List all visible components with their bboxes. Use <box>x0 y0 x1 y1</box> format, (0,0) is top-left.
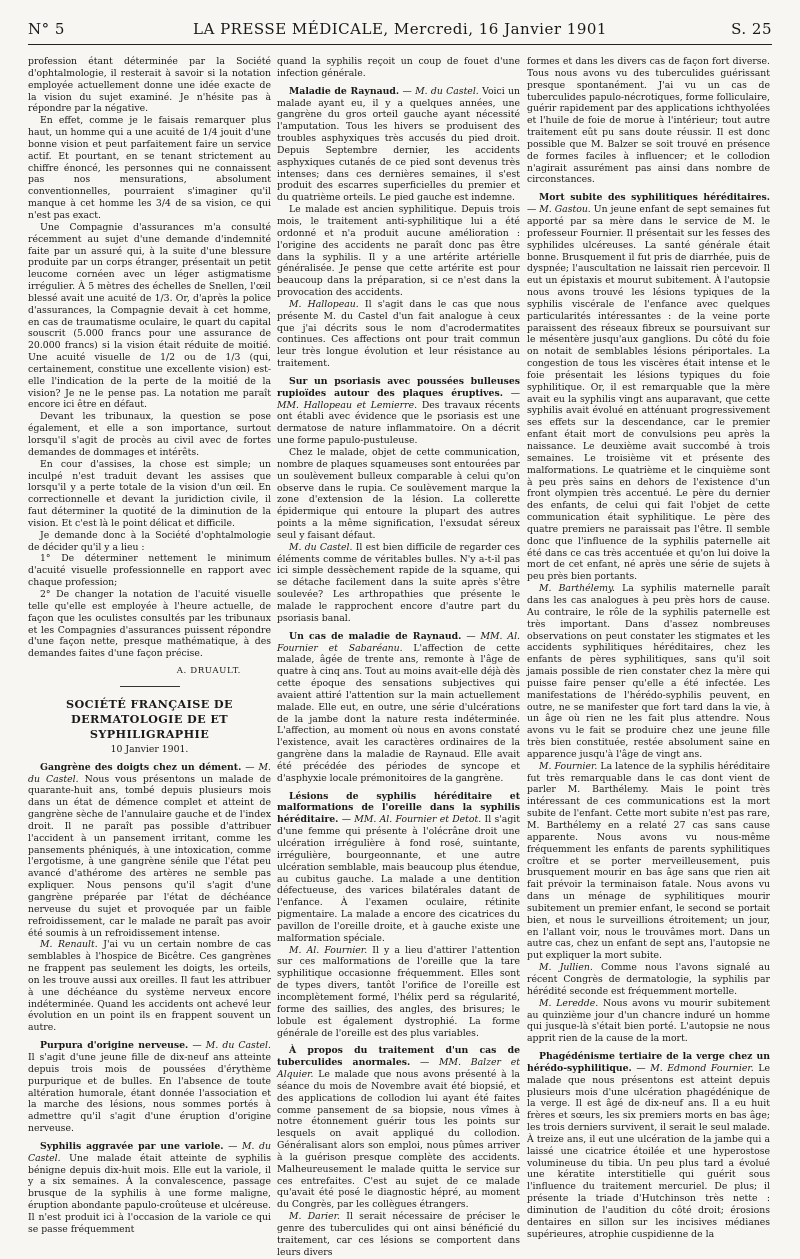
communication-author: — M. du Castel. <box>192 1040 271 1052</box>
communication-text: Une malade était atteinte de syphilis bénigne depuis dix-huit mois. Elle eut la variole, il y a six semaines. À la convalescence, passage brusque de la syphilis à une forme maligne, éruption abondante papulo-croûteuse et ulcéreuse. Il n'est produit ici à l'occasion de la variole ce qui se passe fréquemment <box>28 1152 271 1235</box>
communication-text: Voici un malade ayant eu, il y a quelques années, une gangrène du gros orteil gauche ayant nécessité l'amputation. Tous les hivers se produisent des troubles asphyxiques très accusés du pied droit. Depuis Septembre dernier, les accidents asphyxiques cutanés de ce pied sont devenus très intenses; dans ces dernières semaines, il s'est produit des escarres superficielles du premier et du quatrième orteils. Le pied gauche est indemne. <box>277 85 521 204</box>
communication-title: Lésions de syphilis héréditaire et malformations de l'oreille dans la syphilis héréditaire. <box>277 790 520 826</box>
discussant: M. Leredde. <box>539 997 599 1009</box>
paragraph: Chez le malade, objet de cette communication, nombre de plaques squameuses sont entourées par un soulèvement bulleux comparable à celui qu'on observe dans le rupia. Ce soulèvement marque la zone d'extension de la lésion. La collerette épidermique qui entoure la plupart des autres points a la même signification, l'exsudat séreux seul y faisant défaut. <box>277 447 520 541</box>
page-number: N° 5 <box>28 20 65 38</box>
discussant: M. Jullien. <box>539 962 593 974</box>
discussion-text: Il serait nécessaire de préciser le genre des tuberculides qui ont ainsi bénéficié du traitement, car ces lésions se comportent dans leurs divers <box>277 1211 520 1258</box>
communication-title: Purpura d'origine nerveuse. <box>40 1040 189 1052</box>
discussion-text: Comme nous l'avons signalé au récent Congrès de dermatologie, la syphilis par hérédité seconde est fréquemment mortelle. <box>527 962 770 997</box>
paragraph: 2° De changer la notation de l'acuité visuelle telle qu'elle est employée à l'heure actuelle, de façon que les oculistes consultés par les tribunaux et les Compagnies d'assurances puissent répondre d'une façon nette, presque mathématique, à des demandes faites d'une façon précise. <box>28 588 271 660</box>
discussant: M. Renault. <box>40 939 98 951</box>
society-title: SOCIÉTÉ FRANÇAISE DE DERMATOLOGIE DE ET SYPHILIGRAPHIE <box>66 696 233 741</box>
page-reference: S. 25 <box>731 20 772 38</box>
column-1 <box>28 56 271 1235</box>
discussant: M. Hallopeau. <box>289 298 359 310</box>
column-3 <box>527 56 770 1240</box>
discussant: M. Barthélemy. <box>539 583 615 595</box>
communication-text: L'affection de cette malade, âgée de trente ans, remonte à l'âge de quatre à cinq ans. Tout au moins avait-elle déjà dès cette époque des sensations subjectives qui avaient attiré l'attention sur la main actuellement malade. Elle eut, en outre, une série d'ulcérations de la jambe dont la nature resta indéterminée. L'affection, au moment où nous en avons constaté l'existence, avait les caractères ordinaires de la gangrène dans la maladie de Raynaud. Elle avait été précédée des périodes de syncope et d'asphyxie locale prémonitoires de la gangrène. <box>277 642 520 784</box>
communication <box>277 376 520 447</box>
communication-text: Il s'agit d'une jeune fille de dix-neuf ans atteinte depuis trois mois de poussées d'érythème purpurique et de bulles. En l'absence de toute altération humorale, étant donnée l'association et la marche des lésions, nous sommes portés à admettre qu'il s'agit d'une éruption d'origine nerveuse. <box>28 1051 271 1135</box>
communication <box>527 1051 770 1241</box>
communication-author: — M. du Castel. <box>28 761 271 785</box>
communication-text: Un jeune enfant de sept semaines fut apporté par sa mère dans le service de M. le professeur Fournier. Il présentait sur les fesses des syphilides ulcéreuses. La santé générale était bonne. Brusquement il fut pris de diarrhée, puis de dyspnée; l'auscultation ne laissait rien percevoir. Il eut un épistaxis et mourut subitement. À l'autopsie nous avons trouvé les lésions typiques de la syphilis viscérale de l'enfance avec quelques particularités intéressantes : de la veine porte paraissent des réseaux fibreux se poursuivant sur le mésentère jusqu'aux ganglions. Du côté du foie on notait de semblables lésions périportales. La congestion de tous les viscères était intense et le foie présentait les lésions typiques du foie syphilitique. Or, il est remarquable que la mère avait eu la syphilis vingt ans auparavant, que cette syphilis avait évolué en atténuant progressivement ses effets sur la descendance, car le premier enfant était mort de convulsions peu après la naissance. Le deuxième avait succombé à trois semaines. Le troisième vit et présente des malformations. Le quatrième et le cinquième sont à peu près sains en dehors de l'existence d'un front olympien très accentué. Le père du dernier des enfants, de celui qui fait l'objet de cette communication était syphilitique. Le père des quatre premiers ne paraissait pas l'être. Il semble donc que l'influence de la syphilis paternelle ait été dans ce cas très accentuée et qu'on lui doive la mort de cet enfant, né après une série de sujets à peu près bien portants. <box>527 204 770 583</box>
paragraph: formes et dans les divers cas de façon fort diverse. Tous nous avons vu des tuberculides guérissant presque spontanément. J'ai vu un cas de tuberculides papulo-nécrotiques, forme folliculaire, guérir rapidement par des applications ichthyolées et l'huile de foie de morue à l'intérieur; tout autre traitement eût pu sans doute réussir. Il est donc possible que M. Balzer se soit trouvé en présence de formes faciles à influencer; et le collodion n'agirait assurément pas ainsi dans nombre de circonstances. <box>527 56 770 186</box>
communication-title: Gangrène des doigts chez un dément. <box>40 761 242 773</box>
communication-text: Le malade que nous présentons est atteint depuis plusieurs mois d'une ulcération phagédénique de la verge. Il est âgé de dix-neuf ans. Il a eu huit frères et sœurs, les six premiers morts en bas âge; les trois derniers survivent, il serait le seul malade. À treize ans, il eut une ulcération de la jambe qui a laissé une cicatrice étoilée et une hyperostose volumineuse du tibia. Un peu plus tard a évolué une kératite interstitielle qui guérit sous l'influence du traitement mercuriel. De plus; il présente la triade d'Hutchinson très nette : diminution de l'audition du côté droit; érosions dentaires en sillon sur les incisives médianes supérieures, atrophie cuspidienne de la <box>527 1062 770 1240</box>
author-signature: A. DRUAULT. <box>176 666 241 677</box>
communication-author: — M. Gastou. <box>527 204 591 216</box>
paragraph: 1° De déterminer nettement le minimum d'acuité visuelle professionnelle en rapport avec chaque profession; <box>28 553 271 589</box>
discussant: M. Al. Fournier. <box>289 944 368 956</box>
communication-author: — MM. Hallopeau et Lemierre. <box>277 387 520 411</box>
paragraph: En cour d'assises, la chose est simple; un inculpé n'est traduit devant les assises que lorsqu'il y a perte totale de la vision d'un œil. En correctionnelle et devant la juridiction civile, il faut déterminer la quotité de la diminution de la vision. Et c'est là le point délicat et difficile. <box>28 458 271 529</box>
paragraph: profession étant déterminée par la Société d'ophtalmologie, il resterait à savoir si la notation employée actuellement donne une idée exacte de la vision du sujet examiné. Je n'hésite pas à répondre par la négative. <box>28 56 271 115</box>
paragraph: Le malade est ancien syphilitique. Depuis trois mois, le traitement anti-syphilitique lui a été ordonné et n'a produit aucune amélioration : l'origine des accidents ne paraît donc pas être dans la syphilis. Il y a une artérite artérielle généralisée. Je pense que cette artérite est pour beaucoup dans la préparation, si ce n'est dans la provocation des accidents. <box>277 204 520 299</box>
page-header <box>28 14 772 45</box>
communication-title: Mort subite des syphilitiques héréditaires. <box>539 192 770 204</box>
discussion-text: La latence de la syphilis héréditaire fut très remarquable dans le cas dont vient de parler M. Barthélemy. Mais le point très intéressant de ces communications est la mort subite de l'enfant. Cette mort subite n'est pas rare, M. Barthélemy en a relaté 27 cas sans cause apparente. Nous avons vu nous-même fréquemment les enfants de parents syphilitiques croître et se porter merveilleusement, puis brusquement mourir en bas âge sans que rien ait fait prévoir la terminaison fatale. Nous avons vu dans un ménage de syphilitiques mourir subitement un premier enfant, le second se portait bien, et nous le surveillions étroitement; un jour, en l'allant voir, nous le trouvâmes mort. Dans un autre cas, chez un enfant de sept ans, l'autopsie ne put expliquer la mort subite. <box>527 760 770 962</box>
paragraph: Je demande donc à la Société d'ophtalmologie de décider qu'il y a lieu : <box>28 529 271 553</box>
discussion <box>277 542 520 625</box>
discussant: M. Darier. <box>289 1211 341 1223</box>
discussion <box>527 583 770 761</box>
communication-title: Un cas de maladie de Raynaud. <box>289 630 462 642</box>
communication-title: À propos du traitement d'un cas de tuberculides anormales. <box>277 1045 520 1069</box>
communication <box>277 1045 520 1211</box>
journal-title: LA PRESSE MÉDICALE, Mercredi, 16 Janvier 1901 <box>193 20 607 38</box>
discussion-text: Il y a lieu d'attirer l'attention sur ces malformations de l'oreille que la tare syphilitique occasionne fréquemment. Elles sont de types divers, tantôt l'orifice de l'oreille est incomplètement formé, l'hélix perd sa régularité, forme des saillies, des angles, des brisures; le lobule est également dystrophié. La forme générale de l'oreille est des plus variables. <box>277 944 520 1039</box>
discussion-text: Il est bien difficile de regarder ces éléments comme de véritables bulles. N'y a-t-il pas ici simple dessèchement rapide de la squame, qui se détache facilement dans la suite après s'être soulevée? Les arthropathies que présente le malade le rapprochent encore d'autre part du psoriasis banal. <box>277 541 520 624</box>
column-2 <box>277 56 521 1258</box>
communication-text: Des travaux récents ont établi avec évidence que le psoriasis est une dermatose de nature inflammatoire. On a décrit une forme papulo-pustuleuse. <box>277 399 520 447</box>
communication <box>277 86 520 204</box>
paragraph: Devant les tribunaux, la question se pose également, et elle a son importance, surtout lorsqu'il s'agit de procès au civil avec de fortes demandes de dommages et intérêts. <box>28 411 271 458</box>
communication-author: — MM. Al. Fournier et Detot. <box>341 814 482 826</box>
discussant: M. Fournier. <box>539 760 598 772</box>
discussant: M. du Castel. <box>289 541 353 553</box>
section-divider <box>120 686 180 687</box>
communication-text: Nous vous présentons un malade de quarante-huit ans, tombé depuis plusieurs mois dans un état de démence complet et atteint de gangrène sèche de l'annulaire gauche et de l'index droit. Il ne paraît pas possible d'attribuer l'accident à un pansement irritant, comme les pansements phéniqués, à une intoxication, comme l'ergotisme, à une gangrène sénile que l'état peu avancé d'athérome des artères ne semble pas expliquer. Nous pensons qu'il s'agit d'une gangrène préparée par l'état de déchéance nerveuse du sujet et provoquée par un faible refroidissement, car le malade ne paraît pas avoir été soumis à un refroidissement intense. <box>28 773 271 939</box>
communication <box>28 1141 271 1236</box>
paragraph: Une Compagnie d'assurances m'a consulté récemment au sujet d'une demande d'indemnité faite par un assuré qui, à la suite d'une blessure produite par un corps étranger, présentait un petit leucome cornéen avec un léger astigmatisme irrégulier. À 5 mètres des échelles de Snellen, l'œil blessé avait une acuité de 1/3. Or, d'après la police d'assurances, la Compagnie devait à cet homme, en cas de traumatisme oculaire, le quart du capital souscrit (5.000 francs pour une assurance de 20.000 francs) si la vision était réduite de moitié. Une acuité visuelle de 1/2 ou de 1/3 (qui, certainement, constitue une excellente vision) est-elle l'indication de la perte de la moitié de la vision? Je ne le pense pas. La notation me paraît encore ici être en défaut. <box>28 221 271 411</box>
communication-author: — M. du Castel. <box>28 1140 271 1164</box>
communication <box>527 192 770 583</box>
communication-title: Phagédénisme tertiaire de la verge chez un hérédo-syphilitique. <box>527 1051 770 1074</box>
discussion <box>527 998 770 1045</box>
discussion-text: Nous avons vu mourir subitement au quinzième jour d'un chancre induré un homme qui jusque-là s'était bien porté. L'autopsie ne nous apprit rien de la cause de la mort. <box>527 997 770 1045</box>
communication-author: — M. Edmond Fournier. <box>636 1062 754 1074</box>
communication <box>28 762 271 940</box>
discussion-text: J'ai vu un certain nombre de cas semblables à l'hospice de Bicêtre. Ces gangrènes ne frappent pas seulement les doigts, les orteils, on les trouve aussi aux oreilles. Il faut les attribuer à une déchéance du système nerveux encore indéterminée. Quand les accidents ont achevé leur évolution en un point ils en frappent souvent un autre. <box>28 939 271 1034</box>
communication-title: Syphilis aggravée par une variole. <box>40 1140 224 1152</box>
communication-title: Sur un psoriasis avec poussées bulleuses rupioïdes autour des plaques éruptives. <box>277 375 520 399</box>
communication-text: Le malade que nous avons présenté à la séance du mois de Novembre avait été biopsié, et des applications de collodion lui ayant été faites comme pansement de sa biopsie, nous vîmes à notre étonnement guérir tous les points sur lesquels on avait appliqué du collodion. Généralisant alors son emploi, nous pûmes arriver à la guérison presque complète des accidents. Malheureusement le malade quitta le service sur ces entrefaites. C'est au sujet de ce malade qu'avait été posé le diagnostic hépré, au moment du Congrès, par les collègues étrangers. <box>277 1069 520 1211</box>
communication <box>277 631 520 785</box>
communication-author: — MM. Balzer et Alquier. <box>277 1057 520 1081</box>
communication <box>28 1040 271 1135</box>
discussion <box>28 939 271 1034</box>
communication-author: — M. du Castel. <box>402 85 479 97</box>
discussion <box>277 1211 520 1258</box>
discussion <box>277 945 520 1040</box>
communication-title: Maladie de Raynaud. <box>289 85 400 97</box>
discussion-text: Il s'agit dans le cas que nous présente M. du Castel d'un fait analogue à ceux que j'ai décrits sous le nom d'acrodermatites continues. Ces affections ont pour trait commun leur très longue évolution et leur résistance au traitement. <box>277 298 520 370</box>
communication-text: Il s'agit d'une femme qui présente à l'olécrâne droit une ulcération irrégulière à fond rosé, suintante, irrégulière, bourgeonnante, et une autre ulcération semblable, mais beaucoup plus étendue, au cubitus gauche. La malade a une dentition défectueuse, des varices bilatérales datant de l'enfance. À l'examen oculaire, rétinite pigmentaire. La malade a encore des cicatrices du pavillon de l'oreille droite, et à gauche existe une malformation spéciale. <box>277 814 520 944</box>
paragraph: quand la syphilis reçoit un coup de fouet d'une infection générale. <box>277 56 520 79</box>
paragraph: En effet, comme je le faisais remarquer plus haut, un homme qui a une acuité de 1/4 jouit d'une bonne vision et peut parfaitement faire un service actif. Et pourtant, en se tenant strictement au chiffre énoncé, les personnes qui ne connaissent pas nos mensurations, absolument conventionnelles, pourraient s'imaginer qu'il manque à cet homme les 3/4 de sa vision, ce qui n'est pas exact. <box>28 115 271 221</box>
discussion <box>527 761 770 962</box>
communication-author: — MM. Al. Fournier et Sabaréanu. <box>277 630 520 654</box>
communication <box>277 791 520 945</box>
discussion <box>277 299 520 370</box>
session-date: 10 Janvier 1901. <box>110 743 189 755</box>
discussion-text: La syphilis maternelle paraît dans les cas analogues à peu près hors de cause. Au contraire, le rôle de la syphilis paternelle est très important. Dans d'assez nombreuses observations on peut constater les stigmates et les accidents syphilitiques héréditaires, chez les enfants de pères syphilitiques, sans qu'il soit jamais possible de rien constater chez la mère qui puisse faire penser qu'elle a été infectée. Les manifestations de l'hérédo-syphilis peuvent, en outre, ne se manifester que fort tard dans la vie, à un âge où rien ne les fait plus attendre. Nous avons vu le fait se produire chez une jeune fille très bien constituée, restée absolument saine en apparence jusqu'à l'âge de vingt ans. <box>527 583 770 760</box>
discussion <box>527 962 770 998</box>
